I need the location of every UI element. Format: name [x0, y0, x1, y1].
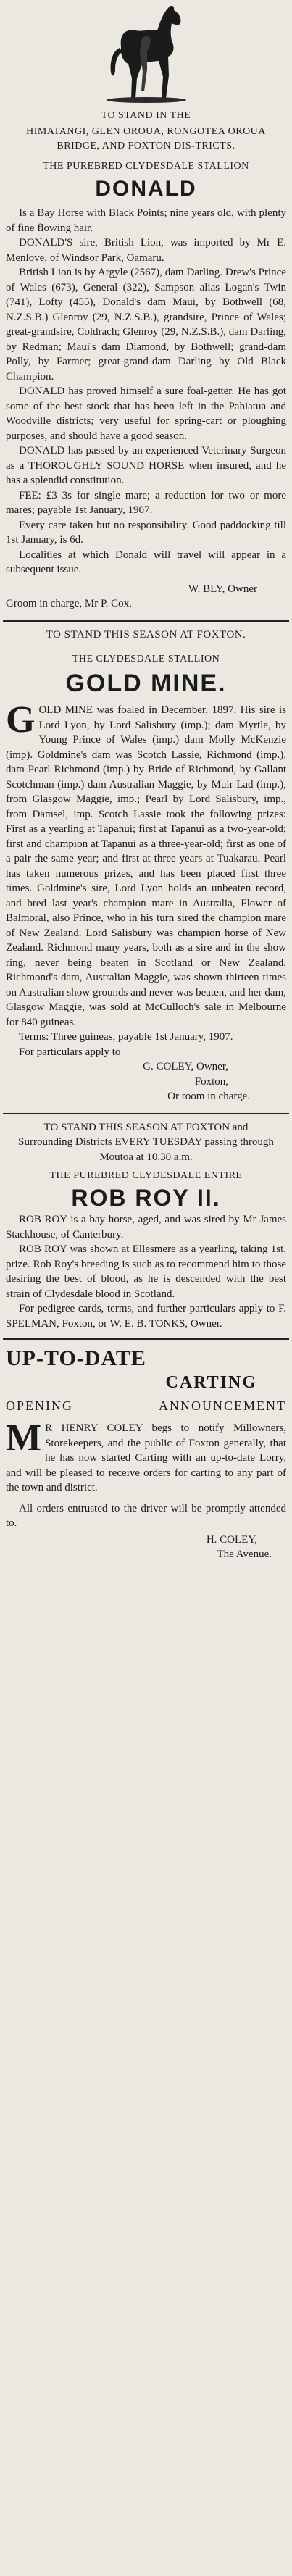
gold-mine-room: Or room in charge.	[167, 1091, 250, 1102]
rob-roy-advertisement	[6, 1114, 286, 1332]
donald-para-1: Is a Bay Horse with Black Points; nine years old, with plenty of fine flowing hair.	[6, 207, 286, 234]
donald-groom: Groom in charge, Mr P. Cox.	[6, 598, 132, 609]
gold-mine-place: Foxton,	[194, 1075, 228, 1088]
rob-roy-name: ROB ROY II.	[71, 1185, 221, 1211]
dropcap-g: G	[6, 699, 36, 741]
gold-mine-heading: TO STAND THIS SEASON AT FOXTON.	[46, 628, 246, 641]
carting-word: CARTING	[165, 1373, 257, 1392]
horse-icon	[99, 3, 193, 104]
gold-mine-name: GOLD MINE.	[65, 670, 227, 697]
gold-mine-para-1	[6, 699, 286, 1030]
rob-roy-para-2: ROB ROY was shown at Ellesmere as a yearling, taking 1st. prize. Rob Roy's breeding is such as to recommend him to those desiring the best of blood, as he is descended with the best strain of Clydesdale blood in Scotland.	[6, 1243, 286, 1300]
carting-signature: H. COLEY,	[206, 1533, 257, 1546]
donald-para-8: Localities at which Donald will travel will appear in a subsequent issue.	[6, 549, 286, 575]
gold-mine-owner: G. COLEY, Owner,	[143, 1061, 228, 1072]
carting-paragraph	[6, 1417, 286, 1496]
carting-paragraph-text: R HENRY COLEY begs to notify Millowners, Storekeepers, and the public of Foxton generally, that he has now started Carting with an up-to-date Lorry, and will be pleased to receive orders for carting to any part of the town and district.	[6, 1422, 286, 1493]
gold-mine-advertisement	[6, 622, 286, 1104]
donald-heading-line1: TO STAND IN THE	[101, 110, 191, 121]
gold-mine-apply: For particulars apply to	[19, 1046, 121, 1058]
donald-para-3: British Lion is by Argyle (2567), dam Darling. Drew's Prince of Wales (673), General (322), Sampson alias Logan's Twin (741), Lofty (455), Donald's dam Maui, by Bothwell (68, N.Z.S.B.) Glenroy (29, N.Z.S.B.), grandsire, Prince of Wales; great-grandsire, Coldrach; Glenroy (29, N.Z.S.B.), dam Darling, by Redman; Maui's dam Diamond, by Bothwell; grand-dam Polly, by Farmer; great-grand-dam Darling by Old Black Champion.	[6, 267, 286, 383]
donald-para-5: DONALD has passed by an experienced Veterinary Surgeon as a THOROUGHLY SOUND HORSE when insured, and he has a splendid constitution.	[6, 445, 286, 486]
carting-opening-line	[6, 1396, 286, 1415]
donald-heading-districts: HIMATANGI, GLEN OROUA, RONGOTEA OROUA BRIDGE, AND FOXTON DIS-TRICTS.	[26, 126, 266, 151]
rob-roy-subtitle: THE PUREBRED CLYDESDALE ENTIRE	[49, 1170, 243, 1181]
donald-para-6: FEE: £3 3s for single mare; a reduction for two or more mares; payable 1st January, 1907.	[6, 489, 286, 516]
gold-mine-subtitle: THE CLYDESDALE STALLION	[72, 654, 220, 664]
gold-mine-para-1-text: OLD MINE was foaled in December, 1897. His sire is Lord Lyon, by Lord Salisbury (imp.); dam Myrtle, by Young Prince of Wales (imp.) dam Molly McKenzie (imp). Goldmine's dam was Scotch Lassie, Richmond (imp.), dam Pearl Richmond (imp.) by Bride of Richmond, by Gallant Scotchman (imp.) dam Australian Maggie, by Muir Lad (imp.), from Glasgow Maggie, imp.; Pearl by Lord Salisbury, imp., from Damsel, imp. Scotch Lassie took the following prizes: First as a yearling at Tapanui; first at Tapanui as a two-year-old; first and champion at Tapanui as a three-year-old; first as one of a pair the same year; and first at three years at Tuakarau. Pearl has taken numerous prizes, and has been placed first three times. Goldmine's sire, Lord Lyon holds an unbeaten record, and bred last year's champion mare in Australia, Flower of Balmoral, also Prince, who in his turn sired the champion mare of New Zealand. Lord Salisbury was champion horse of New Zealand. Richmond many years, both as a sire and in the show ring, never being beaten in Scotland or New Zealand. Richmond's dam, Australian Maggie, was shown thirteen times on Australian show grounds and never was beaten, and her dam, Glasgow Maggie, was sold at McCulloch's sale in Melbourne for 840 guineas.	[6, 704, 286, 1028]
donald-name: DONALD	[95, 177, 197, 201]
donald-para-2: DONALD'S sire, British Lion, was imported by Mr E. Menlove, of Windsor Park, Oamaru.	[6, 237, 286, 264]
dropcap-m: M	[6, 1417, 42, 1459]
donald-para-7: Every care taken but no responsibility. Good paddocking till 1st January, is 6d.	[6, 519, 286, 546]
donald-subtitle: THE PUREBRED CLYDESDALE STALLION	[43, 161, 249, 172]
carting-address: The Avenue.	[217, 1548, 272, 1560]
rob-roy-para-1: ROB ROY is a bay horse, aged, and was sired by Mr James Stackhouse, of Canterbury.	[6, 1214, 286, 1241]
gold-mine-terms: Terms: Three guineas, payable 1st January, 1907.	[19, 1031, 233, 1043]
carting-announcement: ANNOUNCEMENT	[159, 1399, 286, 1413]
carting-advertisement	[6, 1340, 286, 1562]
rob-roy-heading: TO STAND THIS SEASON AT FOXTON and Surrounding Districts EVERY TUESDAY passing through Moutoa at 10.30 a.m.	[18, 1121, 274, 1163]
carting-title: UP-TO-DATE	[6, 1346, 146, 1370]
donald-advertisement	[6, 109, 286, 612]
donald-owner: W. BLY, Owner	[188, 583, 257, 595]
carting-closing: All orders entrusted to the driver will be promptly attended to.	[6, 1502, 286, 1529]
carting-opening: OPENING	[6, 1399, 73, 1413]
rob-roy-para-3: For pedigree cards, terms, and further particulars apply to F. SPELMAN, Foxton, or W. E. B. TONKS, Owner.	[6, 1303, 286, 1330]
donald-para-4: DONALD has proved himself a sure foal-getter. He has got some of the best stock that has been left in the Pahiatua and Woodville districts; very useful for spring-cart or ploughing purposes, and should have a good season.	[6, 385, 286, 442]
horse-illustration	[6, 0, 286, 109]
